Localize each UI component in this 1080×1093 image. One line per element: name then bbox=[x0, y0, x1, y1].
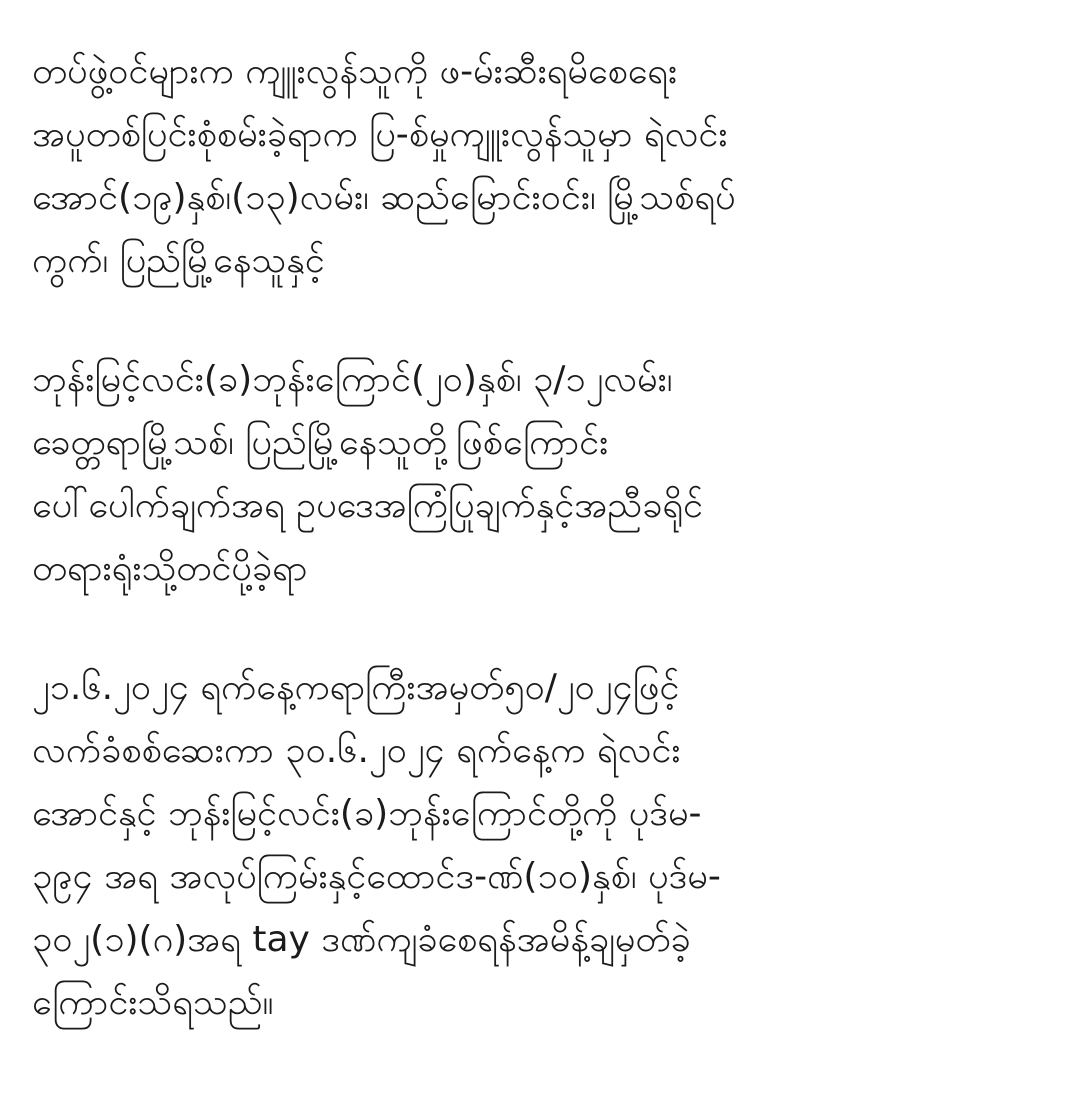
text-line: ပေါ်ပေါက်ချက်အရ ဥပဒေအကြံပြုချက်နှင့်အညီခရိုင် bbox=[32, 485, 703, 526]
text-line: ဘုန်းမြင့်လင်း(ခ)ဘုန်းကြောင်(၂၀)နှစ်၊ ၃/၁၂လမ်း၊ bbox=[32, 359, 673, 400]
text-line: လက်ခံစစ်ဆေးကာ ၃၀.၆.၂၀၂၄ ရက်နေ့က ရဲလင်း bbox=[32, 730, 681, 771]
text-line: အောင်နှင့် ဘုန်းမြင့်လင်း(ခ)ဘုန်းကြောင်တို့ကို ပုဒ်မ- bbox=[32, 793, 702, 834]
text-line: အပူတစ်ပြင်းစုံစမ်းခဲ့ရာက ပြ-စ်မှုကျူးလွန်သူမှာ ရဲလင်း bbox=[32, 114, 728, 155]
text-line: တပ်ဖွဲ့ဝင်များက ကျူးလွန်သူကို ဖ-မ်းဆီးရမိစေရေး bbox=[32, 51, 678, 92]
paragraph-suspect-details bbox=[32, 348, 1062, 600]
text-line: ၂၁.၆.၂၀၂၄ ရက်နေ့ကရာကြီးအမှတ်၅၀/၂၀၂၄ဖြင့် bbox=[32, 667, 680, 708]
paragraph-arrest-investigation bbox=[32, 40, 1062, 292]
text-line: ၃၀၂(၁)(ဂ)အရ tay ဒဏ်ကျခံစေရန်အမိန့်ချမှတ်ခဲ့ bbox=[32, 919, 691, 960]
text-line: ၃၉၄ အရ အလုပ်ကြမ်းနှင့်ထောင်ဒ-ဏ်(၁၀)နှစ်၊ ပုဒ်မ- bbox=[32, 856, 721, 897]
text-line: အောင်(၁၉)နှစ်၊(၁၃)လမ်း၊ ဆည်မြောင်းဝင်း၊ မြို့သစ်ရပ် bbox=[32, 177, 736, 218]
text-line: တရားရုံးသို့တင်ပို့ခဲ့ရာ bbox=[32, 548, 308, 589]
news-text-body bbox=[32, 40, 1062, 1034]
text-line: ကြောင်းသိရသည်။ bbox=[32, 982, 274, 1023]
text-line: ခေတ္တရာမြို့သစ်၊ ပြည်မြို့နေသူတို့ဖြစ်ကြောင်း bbox=[32, 422, 609, 463]
paragraph-court-verdict bbox=[32, 656, 1062, 1034]
text-line: ကွက်၊ ပြည်မြို့နေသူနှင့် bbox=[32, 240, 325, 281]
